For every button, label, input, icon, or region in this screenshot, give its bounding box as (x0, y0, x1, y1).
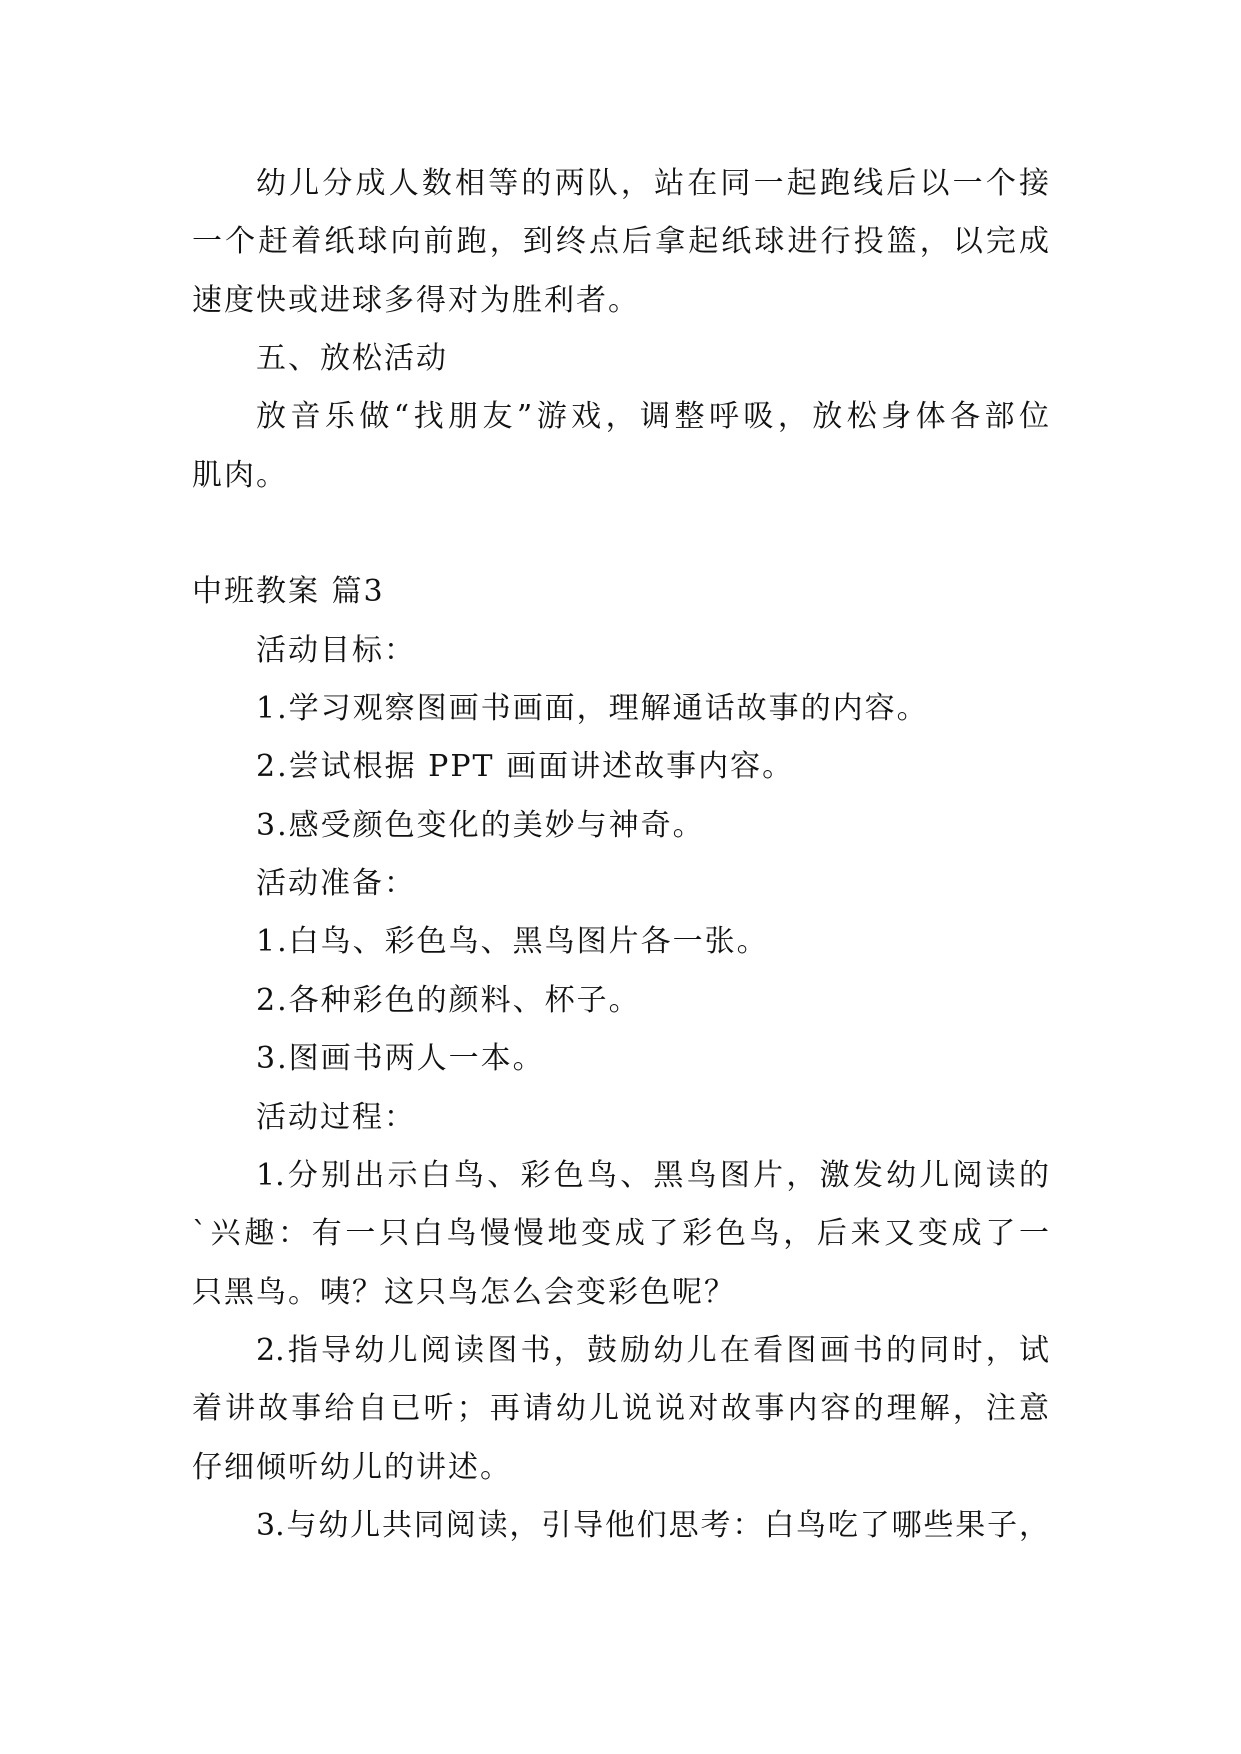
text-line: 一个赶着纸球向前跑，到终点后拿起纸球进行投篮，以完成 (192, 224, 1049, 260)
process-step-3 (192, 1497, 1049, 1555)
subheading-objectives: 活动目标： (256, 632, 416, 668)
list-item: 1.学习观察图画书画面，理解通话故事的内容。 (256, 691, 929, 727)
relax-paragraph (192, 388, 1049, 505)
subheading-preparation: 活动准备： (256, 866, 416, 902)
text-line: 3.与幼儿共同阅读，引导他们思考：白鸟吃了哪些果子， (256, 1507, 1049, 1543)
text-line: `兴趣：有一只白鸟慢慢地变成了彩色鸟，后来又变成了一 (192, 1216, 1049, 1252)
objectives-section (192, 622, 1049, 855)
game-rules-paragraph (192, 155, 1049, 330)
blank-line (192, 505, 1049, 563)
list-item: 1.白鸟、彩色鸟、黑鸟图片各一张。 (256, 924, 769, 960)
text-line: 1.分别出示白鸟、彩色鸟、黑鸟图片，激发幼儿阅读的 (256, 1157, 1049, 1193)
list-item: 3.图画书两人一本。 (256, 1041, 545, 1077)
text-line: 着讲故事给自已听；再请幼儿说说对故事内容的理解，注意 (192, 1391, 1049, 1427)
text-line: 肌肉。 (192, 457, 288, 493)
process-step-1 (192, 1147, 1049, 1322)
step-heading-relax: 五、放松活动 (256, 341, 448, 377)
text-line: 放音乐做“找朋友”游戏，调整呼吸，放松身体各部位 (256, 399, 1049, 435)
section-heading: 中班教案 篇3 (192, 574, 385, 610)
process-step-2 (192, 1322, 1049, 1497)
list-item: 3.感受颜色变化的美妙与神奇。 (256, 807, 705, 843)
preparation-section (192, 855, 1049, 1088)
text-line: 仔细倾听幼儿的讲述。 (192, 1449, 512, 1485)
list-item: 2.各种彩色的颜料、杯子。 (256, 982, 641, 1018)
text-line: 只黑鸟。咦？这只鸟怎么会变彩色呢？ (192, 1274, 736, 1310)
text-line: 2.指导幼儿阅读图书，鼓励幼儿在看图画书的同时，试 (256, 1332, 1049, 1368)
process-section (192, 1089, 1049, 1556)
text-line: 幼儿分成人数相等的两队，站在同一起跑线后以一个接 (256, 166, 1049, 201)
list-item: 2.尝试根据 PPT 画面讲述故事内容。 (256, 749, 795, 785)
text-line: 速度快或进球多得对为胜利者。 (192, 282, 640, 318)
document-body (192, 155, 1049, 1555)
subheading-process: 活动过程： (256, 1099, 416, 1135)
